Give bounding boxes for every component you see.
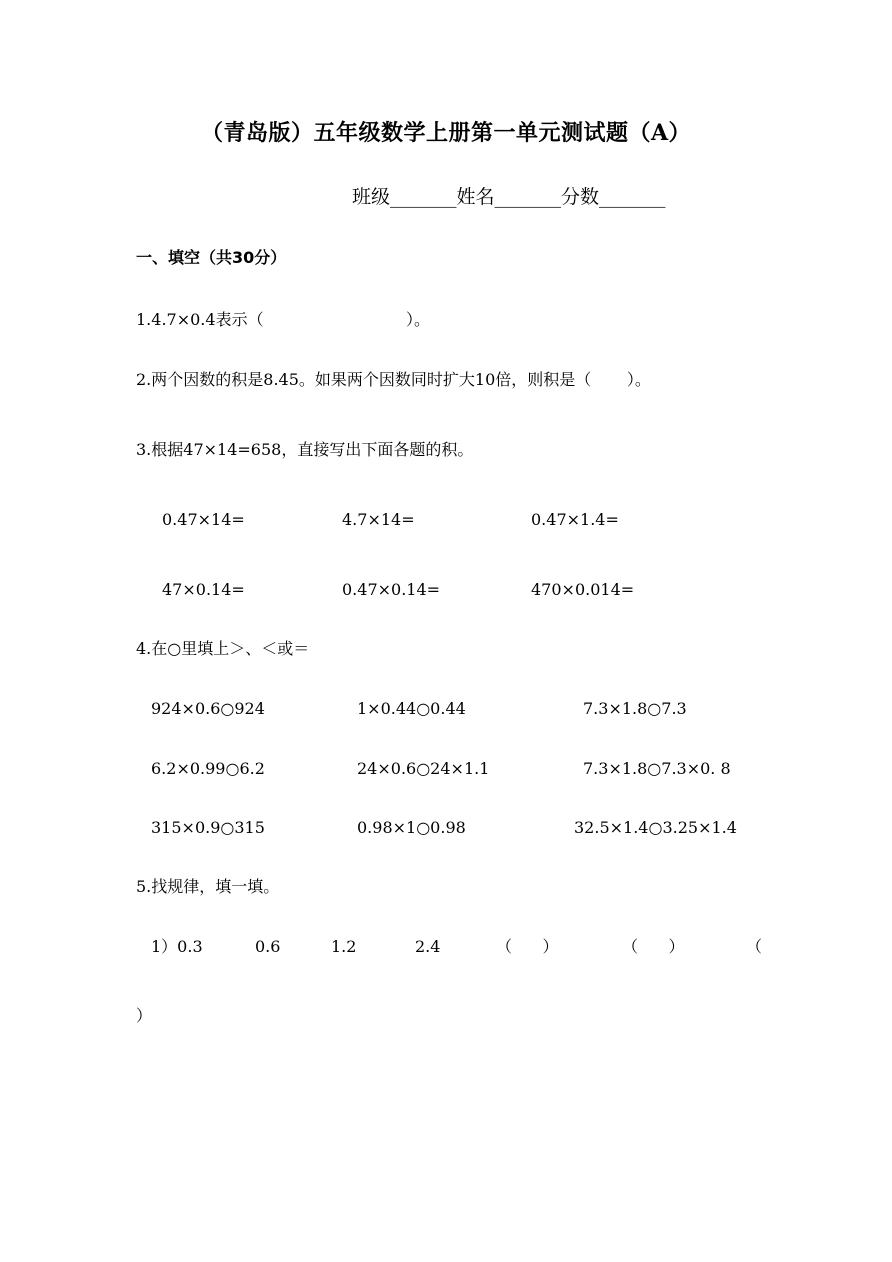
q4-item: 1×0.44○0.44: [357, 699, 466, 718]
q3-item: 4.7×14=: [342, 510, 415, 529]
q3-item: 47×0.14=: [162, 580, 245, 599]
q4-item: 6.2×0.99○6.2: [151, 759, 265, 778]
q4-item: 924×0.6○924: [151, 699, 265, 718]
q4-item: 24×0.6○24×1.1: [357, 759, 490, 778]
q4-item: 7.3×1.8○7.3×0. 8: [583, 759, 731, 778]
q5-sequence-item: （ ）: [622, 937, 685, 956]
question-2: 2.两个因数的积是8.45。如果两个因数同时扩大10倍，则积是（ ）。: [136, 370, 651, 389]
page-title: （青岛版）五年级数学上册第一单元测试题（A）: [200, 120, 692, 146]
q4-item: 315×0.9○315: [151, 818, 265, 837]
q4-item: 0.98×1○0.98: [357, 818, 466, 837]
q5-sequence-item: 0.6: [255, 937, 281, 956]
q4-item: 32.5×1.4○3.25×1.4: [574, 818, 737, 837]
question-4-stem: 4.在○里填上＞、＜或＝: [136, 639, 310, 658]
question-1: 1.4.7×0.4表示（ ）。: [136, 310, 430, 329]
q3-item: 470×0.014=: [531, 580, 635, 599]
question-5-stem: 5.找规律，填一填。: [136, 877, 280, 896]
q5-sequence-item: （: [746, 937, 763, 956]
q5-wrap-paren: ）: [136, 1006, 153, 1025]
q3-item: 0.47×0.14=: [342, 580, 441, 599]
q4-item: 7.3×1.8○7.3: [583, 699, 687, 718]
q3-item: 0.47×1.4=: [531, 510, 619, 529]
q5-sequence-item: 2.4: [415, 937, 441, 956]
q5-sequence-item: （ ）: [496, 937, 559, 956]
q5-sequence-item: 1.2: [331, 937, 357, 956]
q3-item: 0.47×14=: [162, 510, 245, 529]
question-3-stem: 3.根据47×14=658，直接写出下面各题的积。: [136, 440, 474, 459]
q5-sequence-item: 1）0.3: [151, 937, 203, 956]
student-info-line: 班级_______姓名_______分数_______: [352, 186, 666, 208]
section-heading: 一、填空（共30分）: [136, 248, 287, 267]
